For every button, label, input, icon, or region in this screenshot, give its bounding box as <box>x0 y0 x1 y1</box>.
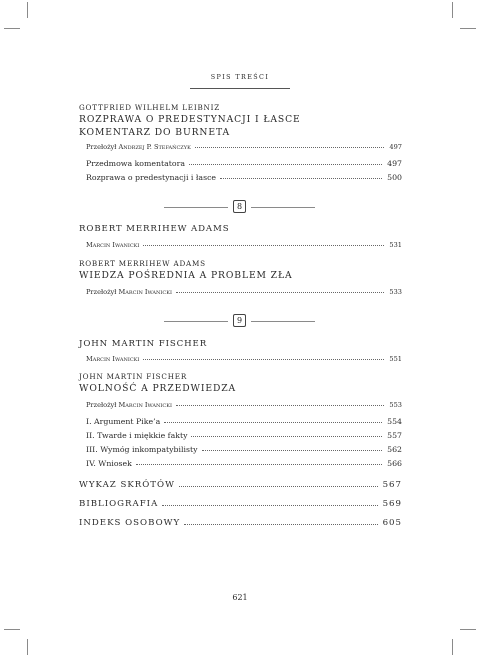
running-header: SPIS TREŚCI <box>210 73 270 81</box>
section-8-article-title: WIEDZA POŚREDNIA A PROBLEM ZŁA <box>79 270 293 281</box>
section-9-number: 9 <box>233 314 246 327</box>
crop-mark <box>27 639 28 655</box>
crop-mark <box>4 629 20 630</box>
section-8-author: ROBERT MERRIHEW ADAMS <box>79 224 230 234</box>
toc-row[interactable]: III. Wymóg inkompatybilisty 562 <box>86 445 402 454</box>
section-8-number: 8 <box>233 200 246 213</box>
section-8-article-author: ROBERT MERRIHEW ADAMS <box>79 259 206 268</box>
section-9-article-author: JOHN MARTIN FISCHER <box>79 372 188 381</box>
crop-mark <box>4 28 20 29</box>
toc-row[interactable]: II. Twarde i miękkie fakty 557 <box>86 431 402 440</box>
crop-mark <box>452 639 453 655</box>
toc-row[interactable]: Marcin Iwanicki 551 <box>86 355 402 363</box>
section-9-article-title: WOLNOŚĆ A PRZEDWIEDZA <box>79 383 237 394</box>
toc-row-bibliography[interactable]: BIBLIOGRAFIA 569 <box>79 499 402 509</box>
crop-mark <box>452 2 453 18</box>
section-8-rule <box>251 207 315 208</box>
toc-row[interactable]: Rozprawa o predestynacji i łasce 500 <box>86 173 402 182</box>
leibniz-title-2: KOMENTARZ DO BURNETA <box>79 127 231 138</box>
toc-row[interactable]: Przedmowa komentatora 497 <box>86 159 402 168</box>
crop-mark <box>27 2 28 18</box>
toc-row-abbreviations[interactable]: WYKAZ SKRÓTÓW 567 <box>79 480 402 490</box>
toc-row[interactable]: IV. Wniosek 566 <box>86 459 402 468</box>
toc-row[interactable]: Przełożył Marcin Iwanicki 553 <box>86 401 402 409</box>
toc-row[interactable]: Przełożył Marcin Iwanicki 533 <box>86 288 402 296</box>
toc-row[interactable]: Marcin Iwanicki 531 <box>86 241 402 249</box>
section-9-rule <box>164 321 228 322</box>
leibniz-author: GOTTFRIED WILHELM LEIBNIZ <box>79 103 221 112</box>
page-number: 621 <box>232 593 248 602</box>
section-9-rule <box>251 321 315 322</box>
crop-mark <box>460 629 476 630</box>
section-9-author: JOHN MARTIN FISCHER <box>79 339 208 349</box>
leibniz-title-1: ROZPRAWA O PREDESTYNACJI I ŁASCE <box>79 114 301 125</box>
toc-row-index[interactable]: INDEKS OSOBOWY 605 <box>79 518 402 528</box>
header-rule <box>190 88 290 89</box>
crop-mark <box>460 28 476 29</box>
section-8-rule <box>164 207 228 208</box>
toc-row[interactable]: I. Argument Pike’a 554 <box>86 417 402 426</box>
toc-row[interactable]: Przełożył Andrzej P. Stefańczyk 497 <box>86 143 402 151</box>
